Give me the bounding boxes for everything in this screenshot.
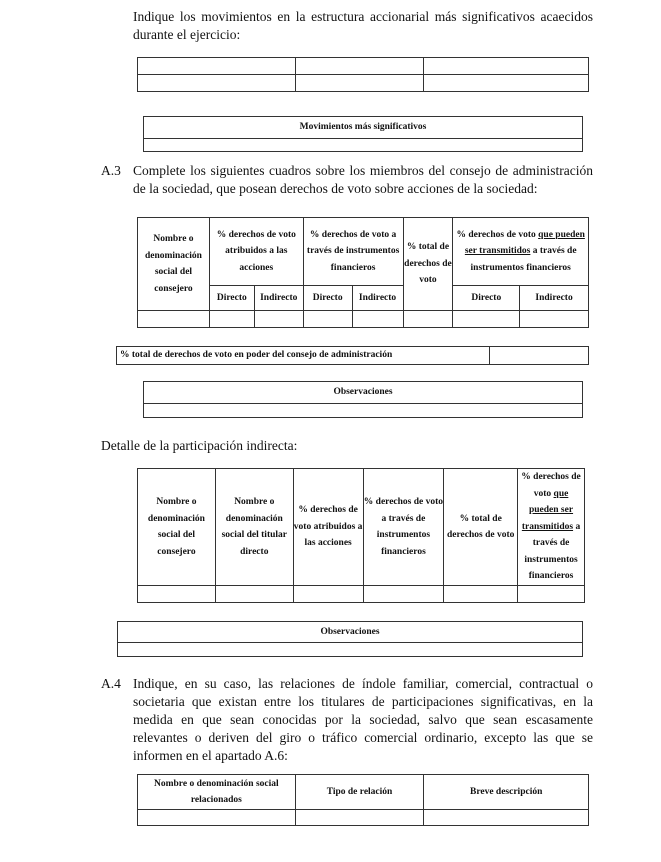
- movements-box-title: Movimientos más significativos: [144, 117, 583, 139]
- empty-cell: [295, 58, 424, 75]
- col-attributed-header: % derechos de voto atribuidos a las acciones: [209, 218, 303, 286]
- indirect-col-total: % total de derechos de voto: [444, 469, 518, 586]
- section-number-a4: A.4: [101, 676, 121, 691]
- direct-header: Directo: [303, 286, 352, 311]
- col-name-header: Nombre o denominación social del consejero: [138, 218, 210, 311]
- intro-paragraph: Indique los movimientos en la estructura accionarial más significativos acaecidos durante el ejercicio:: [133, 9, 593, 42]
- empty-cell: [118, 643, 583, 657]
- indirect-col-direct-holder: Nombre o denominación social del titular directo: [215, 469, 293, 586]
- observations-box-1: [143, 381, 583, 418]
- empty-cell: [215, 586, 293, 603]
- a3-paragraph: Complete los siguientes cuadros sobre los miembros del consejo de administración de la sociedad, que posean derechos de voto sobre acciones de la sociedad:: [133, 163, 593, 196]
- relations-col-name: Nombre o denominación social relacionados: [138, 775, 296, 810]
- empty-cell: [295, 75, 424, 92]
- empty-cell: [403, 311, 453, 328]
- empty-cell: [424, 58, 589, 75]
- empty-cell: [138, 810, 296, 826]
- empty-cell: [254, 311, 303, 328]
- empty-cell: [138, 586, 216, 603]
- relations-col-description: Breve descripción: [424, 775, 589, 810]
- indirect-col-transmittable-pre: % derechos de voto: [521, 472, 581, 499]
- empty-cell: [295, 810, 424, 826]
- col-total-header: % total de derechos de voto: [403, 218, 453, 311]
- board-total-label: % total de derechos de voto en poder del consejo de administración: [117, 347, 490, 365]
- empty-cell: [363, 586, 444, 603]
- relations-table: [137, 774, 589, 826]
- empty-cell: [444, 586, 518, 603]
- observations-title: Observaciones: [118, 622, 583, 643]
- empty-cell: [209, 311, 254, 328]
- empty-cell: [138, 311, 210, 328]
- col-instruments-header: % derechos de voto a través de instrumentos financieros: [303, 218, 403, 286]
- empty-cell: [303, 311, 352, 328]
- empty-cell: [424, 75, 589, 92]
- empty-cell: [144, 404, 583, 418]
- board-total-table: [116, 346, 589, 365]
- empty-cell: [490, 347, 589, 365]
- col-transmittable-pre: % derechos de voto: [456, 229, 539, 240]
- section-number-a3: A.3: [101, 163, 121, 178]
- movements-box: [143, 116, 583, 152]
- col-transmittable-post: a través de instrumentos financieros: [470, 246, 577, 273]
- empty-cell: [518, 586, 585, 603]
- empty-cell: [293, 586, 363, 603]
- indirect-col-transmittable-underlined: que pueden ser transmitidos: [521, 488, 574, 532]
- indirect-col-transmittable: [518, 469, 585, 586]
- relations-col-type: Tipo de relación: [295, 775, 424, 810]
- observations-title: Observaciones: [144, 382, 583, 404]
- board-voting-table: [137, 217, 589, 328]
- empty-cell: [144, 139, 583, 152]
- observations-box-2: [117, 621, 583, 657]
- indirect-col-transmittable-post: a través de instrumentos financieros: [524, 521, 581, 582]
- indirect-col-attributed: % derechos de voto atribuidos a las acciones: [293, 469, 363, 586]
- empty-cell: [138, 75, 296, 92]
- indirect-heading: Detalle de la participación indirecta:: [101, 438, 298, 453]
- a4-paragraph: Indique, en su caso, las relaciones de índole familiar, comercial, contractual o societaria que existan entre los titulares de participaciones significativas, en la medida en que sean conocidas por la sociedad, salvo que sean escasamente relevantes o deriven del giro o tráfico comercial ordinario, excepto las que se informen en el apartado A.6:: [133, 676, 593, 763]
- empty-cell: [138, 58, 296, 75]
- col-transmittable-header: [453, 218, 589, 286]
- indirect-header: Indirecto: [520, 286, 589, 311]
- empty-cell: [424, 810, 589, 826]
- indirect-header: Indirecto: [352, 286, 403, 311]
- movements-table: [137, 57, 589, 92]
- direct-header: Directo: [453, 286, 520, 311]
- direct-header: Directo: [209, 286, 254, 311]
- empty-cell: [352, 311, 403, 328]
- col-transmittable-underlined: que pueden ser transmitidos: [464, 229, 585, 257]
- empty-cell: [520, 311, 589, 328]
- empty-cell: [453, 311, 520, 328]
- indirect-col-director: Nombre o denominación social del consejero: [138, 469, 216, 586]
- indirect-col-instruments: % derechos de voto a través de instrumentos financieros: [363, 469, 444, 586]
- indirect-participation-table: [137, 468, 585, 603]
- indirect-header: Indirecto: [254, 286, 303, 311]
